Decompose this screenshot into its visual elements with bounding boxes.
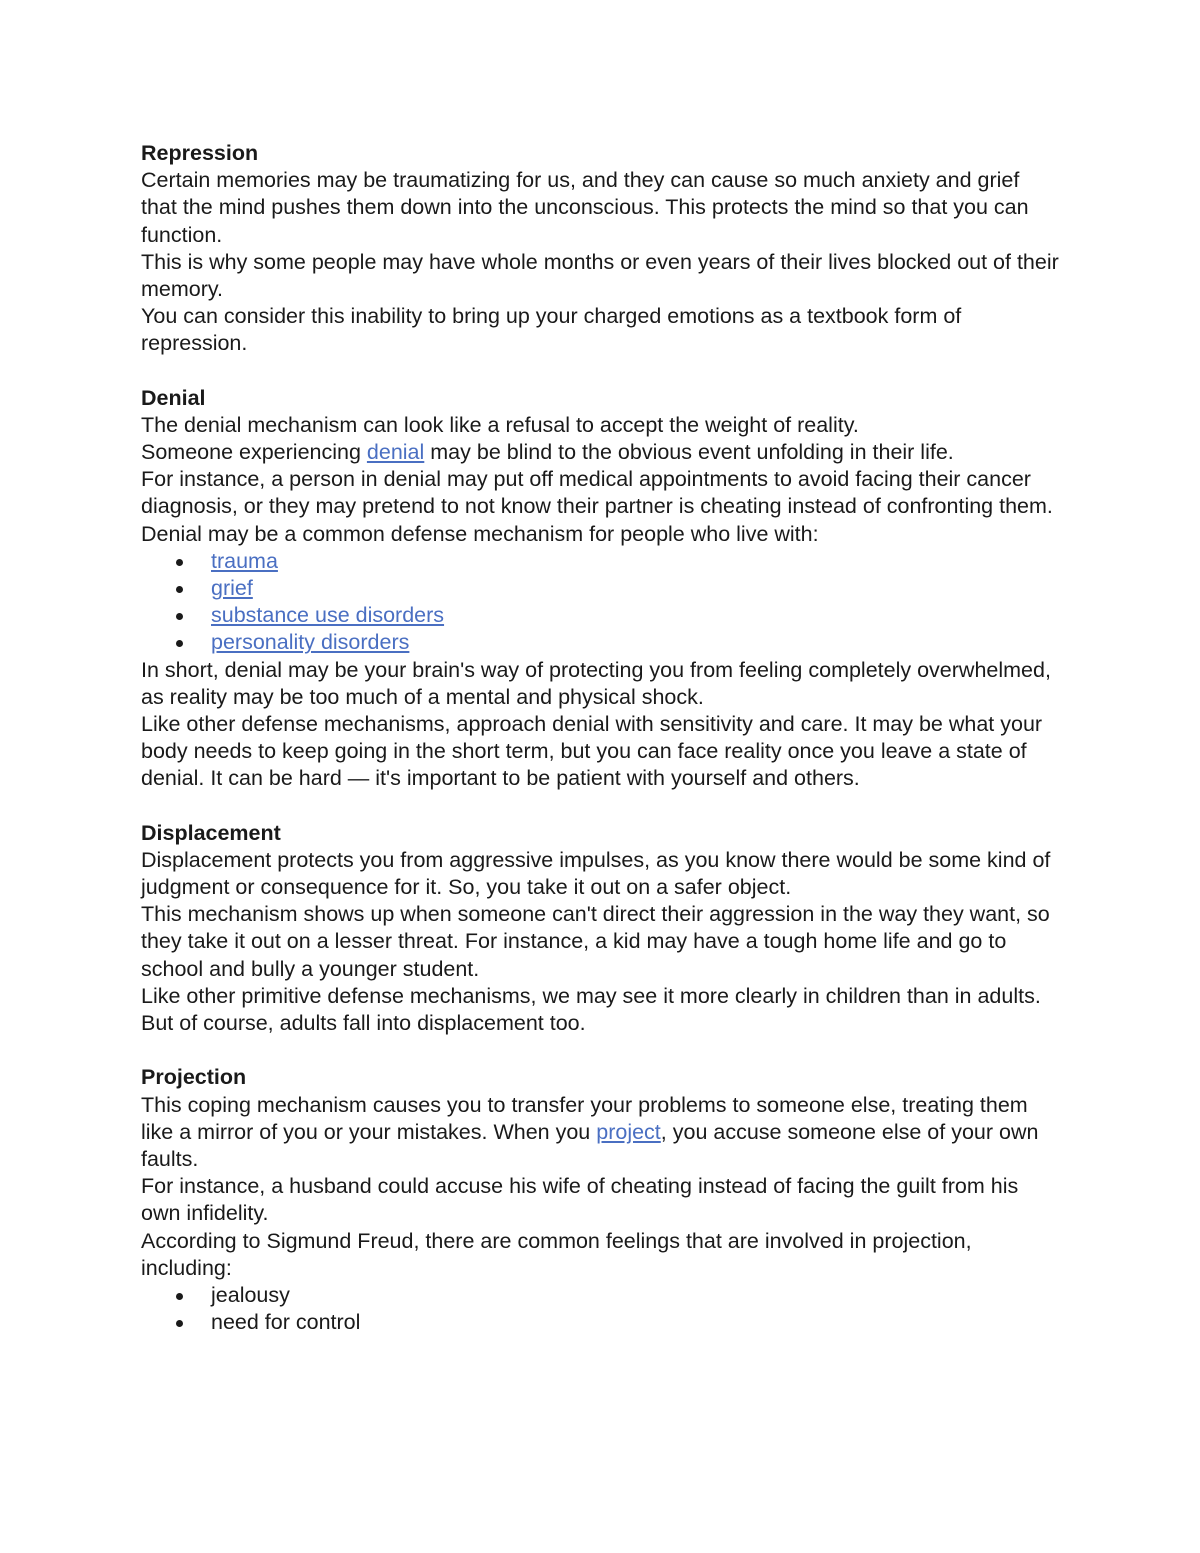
text-run: , you accuse someone else of your own faults.: [141, 1119, 1039, 1171]
paragraph: [141, 439, 1061, 466]
paragraph: Displacement protects you from aggressive impulses, as you know there would be some kind of judgment or consequence for it. So, you take it out on a safer object.: [141, 847, 1051, 900]
section-heading: Repression: [141, 141, 259, 165]
trauma-link[interactable]: trauma: [211, 548, 278, 573]
section-projection: [141, 1064, 1061, 1336]
paragraph: [141, 1092, 1061, 1174]
paragraph: According to Sigmund Freud, there are common feelings that are involved in projection, including:: [141, 1228, 972, 1280]
section-denial: [141, 385, 1061, 793]
paragraph: Denial may be a common defense mechanism for people who live with:: [141, 521, 819, 546]
project-link[interactable]: project: [596, 1119, 661, 1144]
section-heading: Projection: [141, 1065, 247, 1090]
paragraph: Certain memories may be traumatizing for us, and they can cause so much anxiety and grief that the mind pushes them down into the unconscious. This protects the mind so that you can function.: [141, 168, 1029, 247]
text-run: may be blind to the obvious event unfolding in their life.: [424, 440, 954, 465]
text-run: This coping mechanism causes you to transfer your problems to someone else, treating them like a mirror of you or your mistakes. When you: [141, 1092, 1028, 1144]
denial-link[interactable]: denial: [366, 440, 425, 465]
paragraph: In short, denial may be your brain's way of protecting you from feeling completely overwhelmed, as reality may be too much of a mental and physical shock.: [141, 657, 1051, 709]
list-item: [141, 575, 1061, 602]
section-heading: Denial: [141, 385, 206, 410]
list-item: [141, 548, 1061, 575]
bullet-list: [141, 1282, 1061, 1336]
section-heading: Displacement: [141, 820, 281, 845]
bullet-list: [141, 548, 1061, 657]
grief-link[interactable]: grief: [211, 576, 253, 601]
paragraph: For instance, a husband could accuse his wife of cheating instead of facing the guilt from his own infidelity.: [141, 1174, 1019, 1226]
paragraph: The denial mechanism can look like a refusal to accept the weight of reality.: [141, 412, 859, 437]
list-item: jealousy: [141, 1282, 1061, 1309]
paragraph: For instance, a person in denial may put off medical appointments to avoid facing their cancer diagnosis, or they may pretend to not know their partner is cheating instead of confronting them.: [141, 467, 1053, 519]
section-repression: [141, 140, 1061, 358]
list-item: need for control: [141, 1309, 1061, 1336]
personality-disorders-link[interactable]: personality disorders: [211, 630, 410, 655]
paragraph: Like other defense mechanisms, approach denial with sensitivity and care. It may be what your body needs to keep going in the short term, but you can face reality once you leave a state of denial. It can be hard — it's important to be patient with yourself and others.: [141, 712, 1043, 791]
paragraph: You can consider this inability to bring up your charged emotions as a textbook form of repression.: [141, 304, 962, 356]
text-run: Someone experiencing: [141, 440, 367, 465]
document-page: [141, 140, 1061, 1336]
paragraph: This mechanism shows up when someone can't direct their aggression in the way they want, so they take it out on a lesser threat. For instance, a kid may have a tough home life and go to school and bully a younger student.: [141, 902, 1050, 981]
substance-use-disorders-link[interactable]: substance use disorders: [211, 603, 445, 628]
section-displacement: [141, 820, 1061, 1038]
paragraph: Like other primitive defense mechanisms, we may see it more clearly in children than in adults. But of course, adults fall into displacement too.: [141, 983, 1041, 1036]
list-item: [141, 602, 1061, 629]
paragraph: This is why some people may have whole months or even years of their lives blocked out of their memory.: [141, 249, 1059, 302]
list-item: [141, 629, 1061, 656]
